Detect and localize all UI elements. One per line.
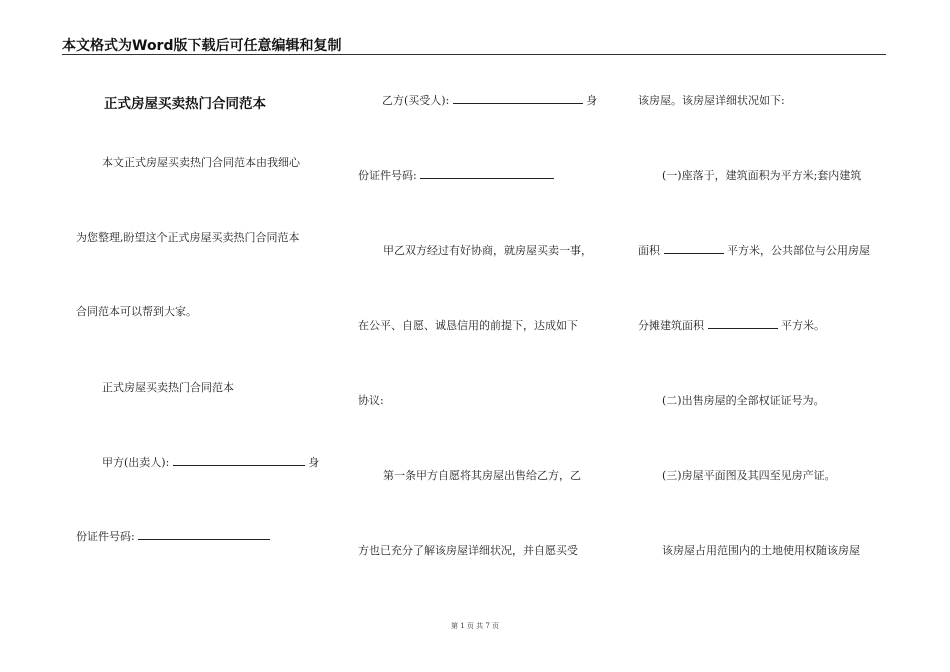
party-a-blank bbox=[173, 455, 305, 466]
party-b-label: 乙方(买受人): bbox=[382, 94, 450, 107]
area-suffix: 平方米，公共部位与公用房屋 bbox=[727, 244, 870, 257]
paragraph-line-10: 该房屋占用范围内的土地使用权随该房屋 bbox=[662, 544, 860, 557]
party-a-label: 甲方(出卖人): bbox=[102, 456, 170, 469]
shared-area-suffix: 平方米。 bbox=[781, 319, 825, 332]
column-3 bbox=[634, 0, 894, 620]
area-blank bbox=[664, 243, 724, 254]
header-text: 本文格式为Word版下载后可任意编辑和复制 bbox=[62, 38, 342, 54]
area-line bbox=[638, 242, 870, 258]
party-b-id-blank bbox=[420, 168, 554, 179]
shared-area-line bbox=[638, 317, 825, 333]
intro-line-1: 本文正式房屋买卖热门合同范本由我细心 bbox=[102, 156, 300, 169]
paragraph-line-9: (三)房屋平面图及其四至见房产证。 bbox=[662, 469, 836, 482]
page-number: 第 1 页 共 7 页 bbox=[450, 622, 500, 630]
shared-area-label: 分摊建筑面积 bbox=[638, 319, 704, 332]
paragraph-line-8: (二)出售房屋的全部权证证号为。 bbox=[662, 394, 825, 407]
shared-area-blank bbox=[708, 318, 778, 329]
paragraph-line-5: 方也已充分了解该房屋详细状况，并自愿买受 bbox=[358, 544, 578, 557]
party-b-id-line bbox=[358, 167, 554, 183]
paragraph-line-2: 在公平、自愿、诚恳信用的前提下，达成如下 bbox=[358, 319, 578, 332]
party-b-suffix: 身 bbox=[586, 94, 598, 107]
intro-line-3: 合同范本可以帮到大家。 bbox=[76, 305, 197, 318]
paragraph-line-3: 协议: bbox=[358, 394, 384, 407]
party-b-line bbox=[382, 92, 597, 108]
paragraph-line-4: 第一条甲方自愿将其房屋出售给乙方，乙 bbox=[383, 469, 581, 482]
intro-line-2: 为您整理,盼望这个正式房屋买卖热门合同范本 bbox=[76, 231, 300, 244]
party-a-id-line bbox=[76, 528, 270, 544]
party-a-id-label: 份证件号码: bbox=[76, 530, 135, 543]
party-a-id-blank bbox=[138, 529, 270, 540]
party-b-blank bbox=[453, 93, 583, 104]
column-1 bbox=[62, 0, 322, 620]
party-b-id-label: 份证件号码: bbox=[358, 169, 417, 182]
column-2 bbox=[350, 0, 610, 620]
party-a-suffix: 身 bbox=[308, 456, 320, 469]
party-a-line bbox=[102, 454, 319, 470]
paragraph-line-1: 甲乙双方经过有好协商，就房屋买卖一事， bbox=[383, 244, 592, 257]
contract-subtitle: 正式房屋买卖热门合同范本 bbox=[102, 381, 234, 394]
area-label: 面积 bbox=[638, 244, 660, 257]
document-title: 正式房屋买卖热门合同范本 bbox=[104, 96, 266, 112]
paragraph-line-7: (一)座落于，建筑面积为平方米;套内建筑 bbox=[662, 169, 862, 182]
paragraph-line-6: 该房屋。该房屋详细状况如下: bbox=[638, 94, 785, 107]
